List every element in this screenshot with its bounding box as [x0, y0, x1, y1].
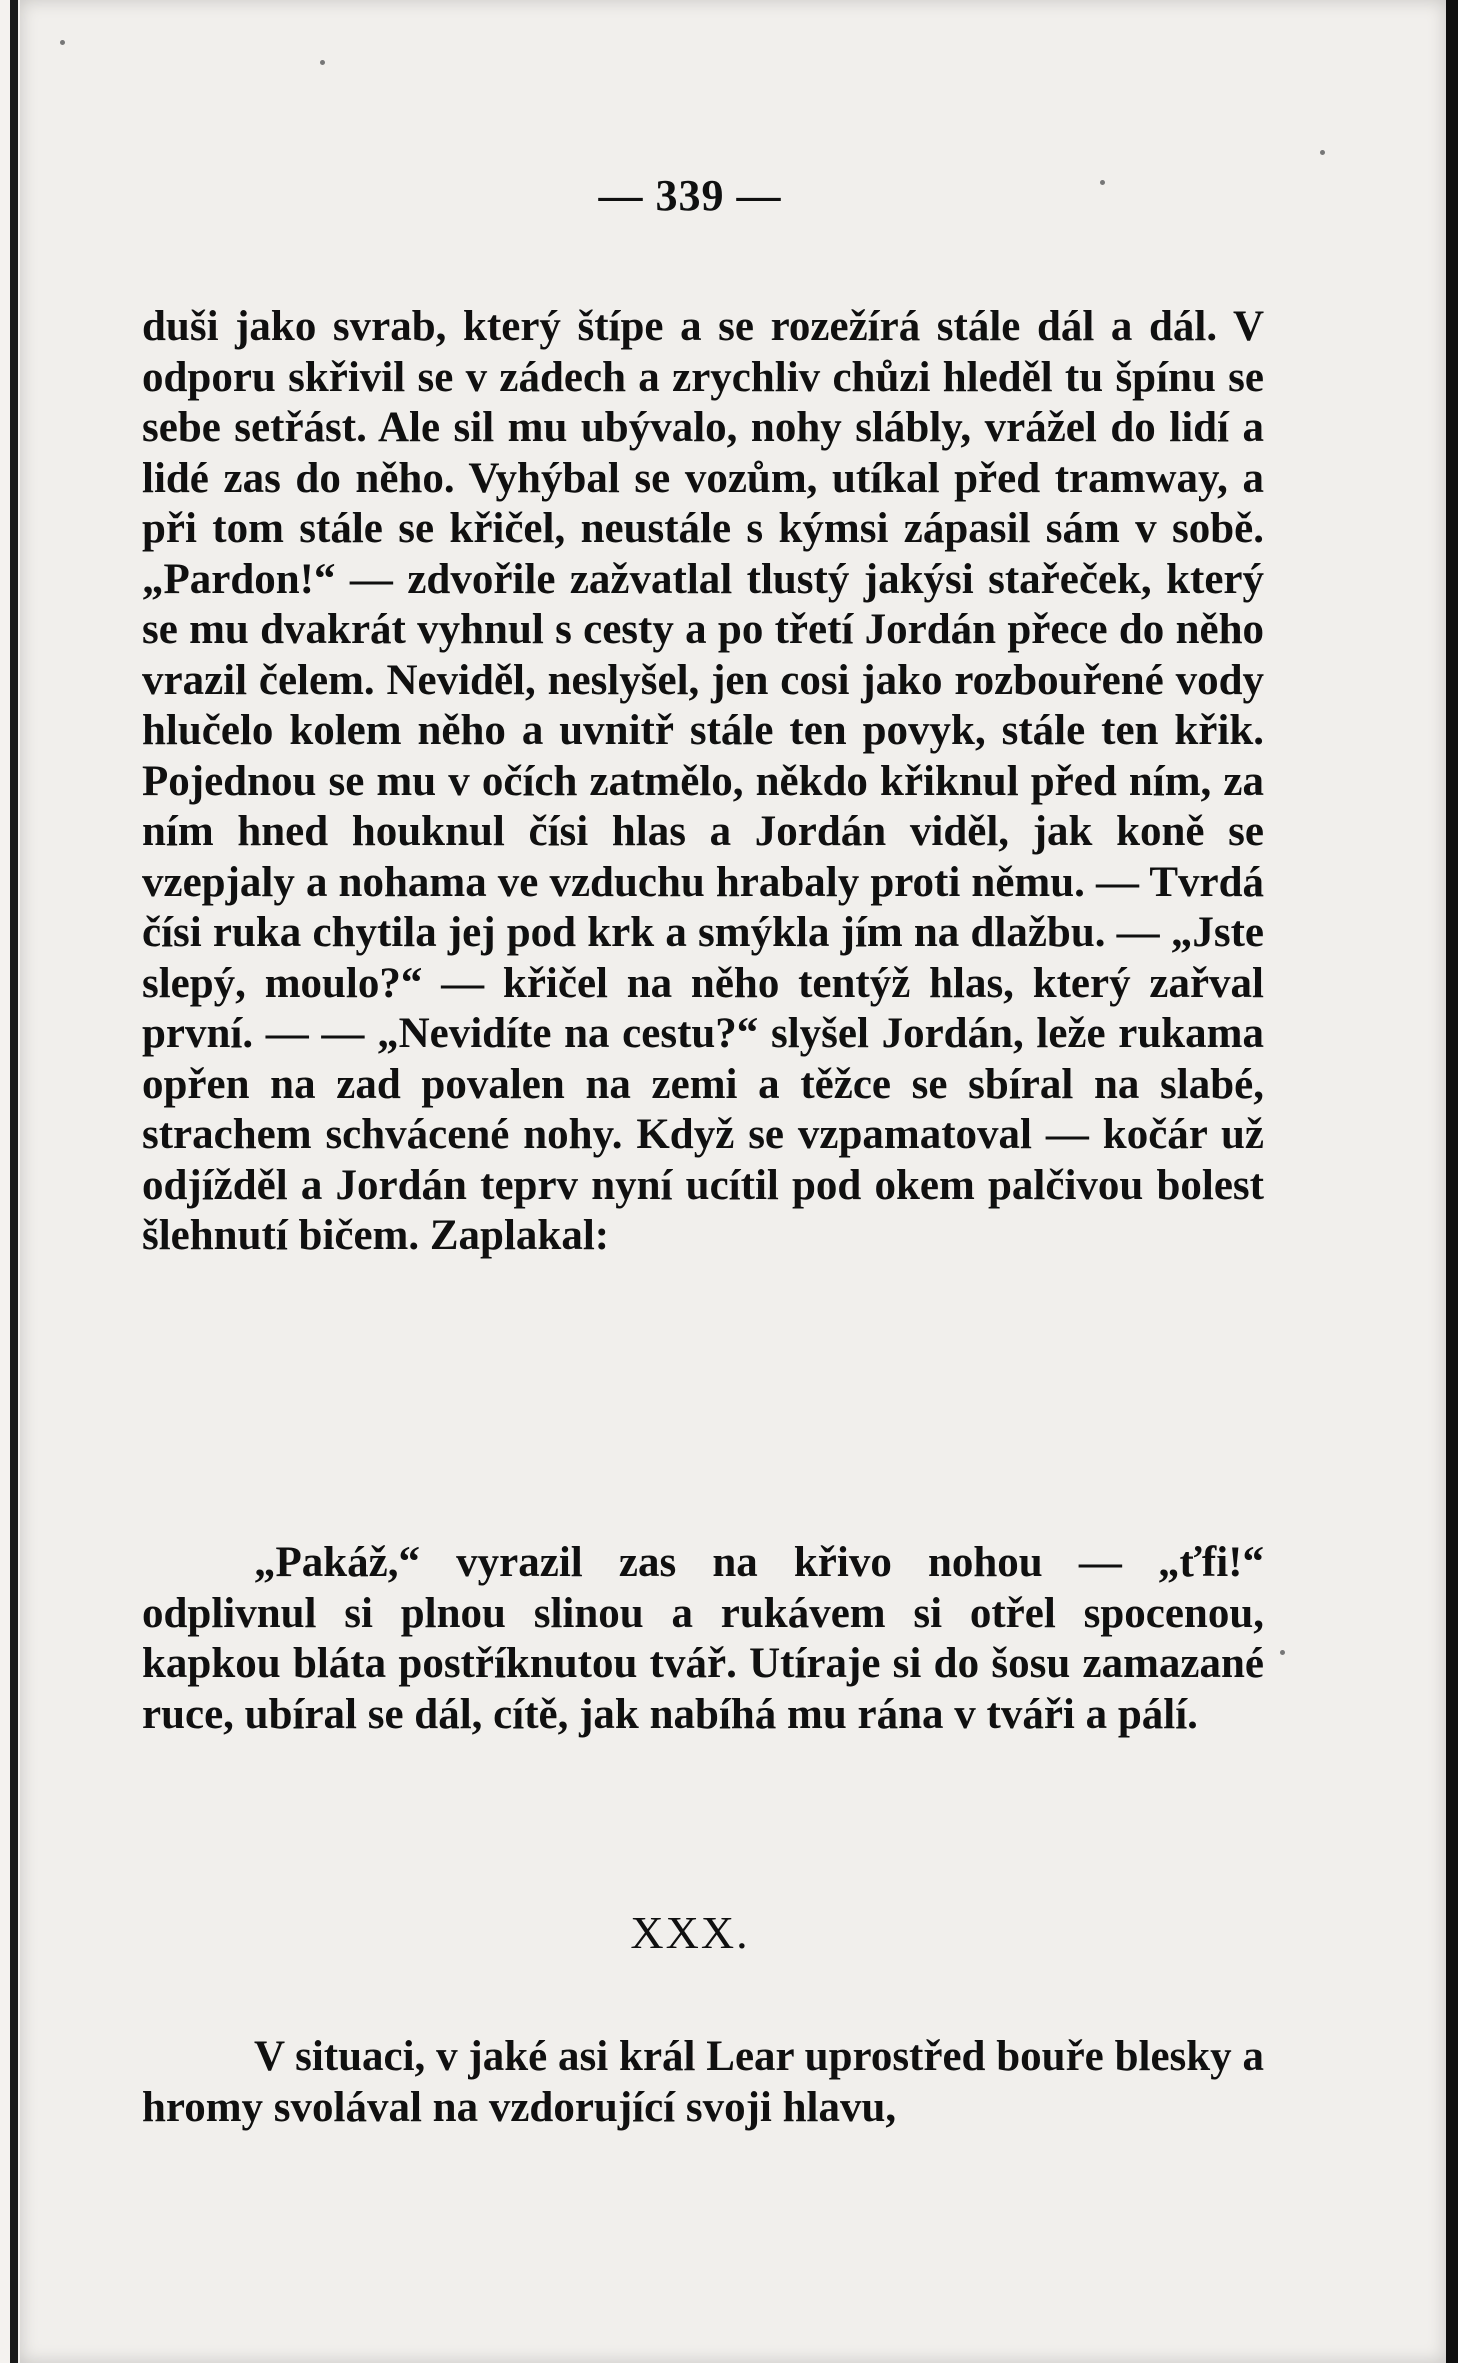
dust-speck — [1280, 1650, 1285, 1655]
paragraph-2 — [142, 1538, 1264, 1740]
paragraph-3-text: V situaci, v jaké asi král Lear uprostřed bouře blesky a hromy svolával na vzdorující svoji hlavu, — [142, 2033, 1264, 2131]
page-number: — 339 — — [598, 171, 782, 220]
binding-shadow — [10, 0, 18, 2363]
paragraph-3 — [142, 2032, 1264, 2133]
paragraph-1-text: duši jako svrab, který štípe a se rozežírá stále dál a dál. V odporu skřivil se v zádech a zrychliv chůzi hleděl tu špínu se sebe setřást. Ale sil mu ubývalo, nohy slábly, vrážel do lidí a lidé zas do něho. Vyhýbal se vozům, utíkal před tramway, a při tom stále se křičel, neustále s kýmsi zápasil sám v sobě. „Pardon!“ — zdvořile zažvatlal tlustý jakýsi stařeček, který se mu dvakrát vyhnul s cesty a po třetí Jordán přece do něho vrazil čelem. Neviděl, neslyšel, jen cosi jako rozbouřené vody hlučelo kolem něho a uvnitř stále ten povyk, stále ten křik. Pojednou se mu v očích zatmělo, někdo křiknul před ním, za ním hned houknul čísi hlas a Jordán viděl, jak koně se vzepjaly a nohama ve vzduchu hrabaly proti němu. — Tvrdá čísi ruka chytila jej pod krk a smýkla jím na dlažbu. — „Jste slepý, moulo?“ — křičel na něho tentýž hlas, který zařval první. — — „Nevidíte na cestu?“ slyšel Jordán, leže rukama opřen na zad povalen na zemi a těžce se sbíral na slabé, strachem schvácené nohy. Když se vzpamatoval — kočár už odjížděl a Jordán teprv nyní ucítil pod okem palčivou bolest šlehnutí bičem. Zaplakal: — [142, 303, 1264, 1259]
dust-speck — [60, 40, 65, 45]
paragraph-1 — [142, 302, 1264, 1262]
dust-speck — [1320, 150, 1325, 155]
chapter-heading: XXX. — [630, 1907, 750, 1958]
paragraph-2-text: „Pakáž,“ vyrazil zas na křivo nohou — „ťfi!“ odplivnul si plnou slinou a rukávem si otřel spocenou, kapkou bláta postříknutou tvář. Utíraje si do šosu zamazané ruce, ubíral se dál, cítě, jak nabíhá mu rána v tváři a pálí. — [142, 1539, 1264, 1738]
dust-speck — [320, 60, 325, 65]
dust-speck — [1100, 180, 1105, 185]
